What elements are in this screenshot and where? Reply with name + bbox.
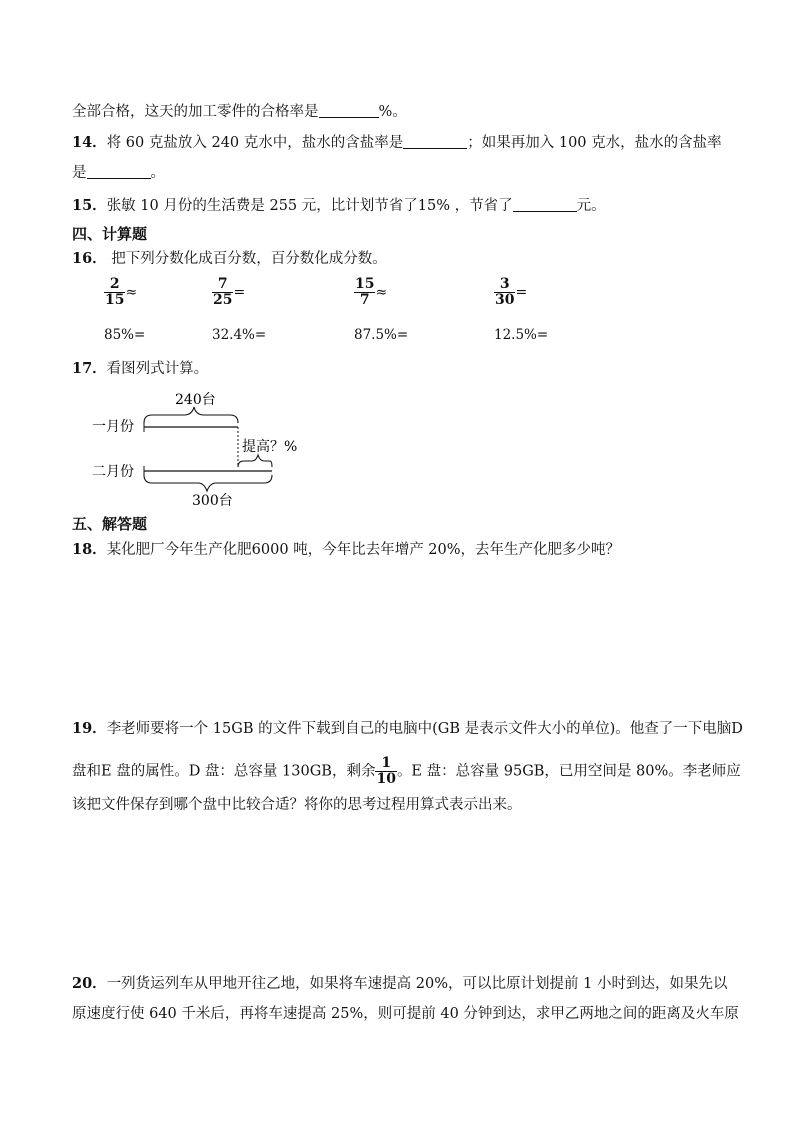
q18-text: 某化肥厂今年生产化肥6000 吨，今年比去年增产 20%，去年生产化肥多少吨？ <box>106 542 621 558</box>
fraction-numerator: 1 <box>381 755 392 771</box>
q14-line-2 <box>72 163 165 183</box>
fraction-denominator: 25 <box>213 292 233 308</box>
fraction-numerator: 2 <box>109 276 120 292</box>
q16-number: 16． <box>72 250 107 267</box>
fraction <box>104 277 125 308</box>
fraction-numerator: 15 <box>355 276 375 292</box>
q20-number: 20． <box>72 975 107 992</box>
q17-line-segment-diagram <box>80 385 340 510</box>
q20-line-1 <box>72 974 727 994</box>
q14-line-1 <box>72 133 722 153</box>
fraction-denominator: 10 <box>376 771 396 787</box>
fraction-numerator: 7 <box>217 276 228 292</box>
q19-fraction <box>375 756 396 787</box>
q20-line-2 <box>72 1004 739 1024</box>
q19-text-3: 该把文件保存到哪个盘中比较合适？将你的思考过程用算式表示出来。 <box>72 797 522 813</box>
q14-answer-blank-2[interactable] <box>87 164 151 179</box>
q19-number: 19． <box>72 720 107 737</box>
q16-percent-1: 85%= <box>104 327 146 343</box>
q16-percent-3: 87.5%= <box>354 327 409 343</box>
section-4-title: 四、计算题 <box>72 225 148 243</box>
q18-number: 18． <box>72 541 107 558</box>
q14-text-2: ；如果再加入 100 克水，盐水的含盐率 <box>467 135 722 151</box>
q16-fraction-4 <box>494 277 527 308</box>
fraction-operator: ≈ <box>375 284 388 301</box>
label-300: 300台 <box>192 493 233 509</box>
fraction-operator: ≈ <box>125 284 138 301</box>
q19-line-2 <box>72 756 741 787</box>
q16-percent-2: 32.4%= <box>212 327 267 343</box>
q17-number: 17． <box>72 360 107 377</box>
q15-text-2: 元。 <box>576 198 606 214</box>
fraction <box>494 277 515 308</box>
fraction-denominator: 7 <box>354 292 375 308</box>
q16-line <box>72 249 387 269</box>
q14-text-1: 将 60 克盐放入 240 克水中，盐水的含盐率是 <box>106 135 404 151</box>
q20-text-2: 原速度行使 640 千米后，再将车速提高 25%，则可提前 40 分钟到达，求甲乙两地之间的距离及火车原 <box>72 1006 739 1022</box>
q18-line <box>72 540 620 560</box>
q14-number: 14． <box>72 134 107 151</box>
q19-text-2b: 。E 盘：总容量 95GB，已用空间是 80%。李老师应 <box>396 763 741 780</box>
fraction-numerator: 3 <box>499 276 510 292</box>
label-january: 一月份 <box>92 419 134 435</box>
fraction <box>212 277 233 308</box>
q19-text-2a: 盘和E 盘的属性。D 盘：总容量 130GB，剩余 <box>72 763 376 780</box>
q14-answer-blank-1[interactable] <box>403 134 467 149</box>
q16-text: 把下列分数化成百分数，百分数化成分数。 <box>106 251 387 267</box>
q15-line <box>72 196 606 216</box>
q19-line-3 <box>72 795 522 815</box>
q20-text-1: 一列货运列车从甲地开往乙地，如果将车速提高 20%，可以比原计划提前 1 小时到达，如果先以 <box>106 976 728 992</box>
fraction-operator: = <box>515 284 528 301</box>
q15-number: 15． <box>72 197 107 214</box>
q17-text: 看图列式计算。 <box>106 361 209 377</box>
q14-text-3: 是 <box>72 165 87 181</box>
q13-tail-suffix: %。 <box>378 104 407 120</box>
q15-answer-blank[interactable] <box>513 197 577 212</box>
q13-tail-text: 全部合格，这天的加工零件的合格率是 <box>72 104 319 120</box>
fraction-denominator: 30 <box>495 292 515 308</box>
q15-text-1: 张敏 10 月份的生活费是 255 元，比计划节省了15% ，节省了 <box>106 198 513 214</box>
fraction-denominator: 15 <box>105 292 125 308</box>
fraction-operator: = <box>233 284 246 301</box>
q14-text-4: 。 <box>150 165 165 181</box>
q16-fraction-2 <box>212 277 245 308</box>
q19-line-1 <box>72 719 743 739</box>
q13-tail-line <box>72 102 407 122</box>
q16-percent-4: 12.5%= <box>494 327 549 343</box>
top-brace <box>144 407 238 423</box>
label-increase: 提高？% <box>242 439 298 455</box>
fraction <box>354 277 375 308</box>
q16-fraction-3 <box>354 277 387 308</box>
q16-fraction-1 <box>104 277 137 308</box>
label-240: 240台 <box>175 392 216 408</box>
increase-brace <box>238 455 272 467</box>
q19-text-1: 李老师要将一个 15GB 的文件下载到自己的电脑中(GB 是表示文件大小的单位)。他查了一下电脑D <box>106 721 743 737</box>
section-5-title: 五、解答题 <box>72 515 148 533</box>
bottom-brace <box>144 475 272 491</box>
label-february: 二月份 <box>92 464 134 480</box>
q17-line <box>72 359 208 379</box>
q13-answer-blank[interactable] <box>319 103 379 118</box>
